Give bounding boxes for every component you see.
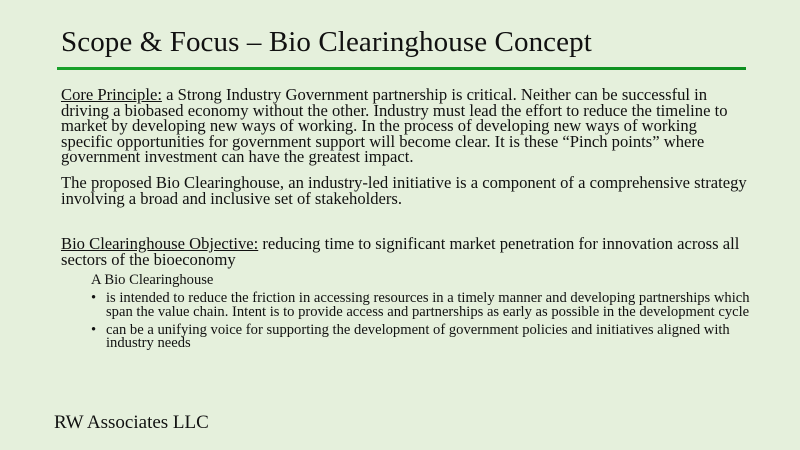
- bullet-item: [91, 292, 751, 319]
- bullet-icon: •: [91, 321, 97, 338]
- proposal-paragraph: The proposed Bio Clearinghouse, an industry-led initiative is a component of a comprehensive strategy involving a broad and inclusive set of stakeholders.: [61, 172, 747, 208]
- objective-paragraph: [61, 236, 751, 267]
- spacer: [61, 216, 751, 236]
- slide-body: [61, 87, 751, 356]
- bullet-item: [91, 321, 751, 352]
- bullet-text: is intended to reduce the friction in accessing resources in a timely manner and developing partnerships which span the value chain. Intent is to provide access and partnerships as early as possible in the development cycle: [106, 290, 750, 320]
- title-underline-rule: [57, 67, 746, 70]
- objective-text: reducing time to significant market penetration for innovation across all sectors of the bioeconomy: [61, 234, 740, 269]
- footer-company: RW Associates LLC: [54, 412, 209, 433]
- bullet-list: [61, 292, 751, 350]
- bullet-text: can be a unifying voice for supporting the development of government policies and initiatives aligned with industry needs: [106, 321, 730, 352]
- core-principle-paragraph: [61, 87, 751, 165]
- bullet-icon: •: [91, 290, 97, 307]
- core-principle-text: a Strong Industry Government partnership is critical. Neither can be successful in driving a biobased economy without the other. Industry must lead the effort to reduce the timeline to market by developing new ways of working. In the process of developing new ways of working specific opportunities for government support will become clear. It is these “Pinch points” where government investment can have the greatest impact.: [61, 85, 728, 167]
- bio-clearinghouse-subheading: A Bio Clearinghouse: [91, 272, 214, 289]
- slide-title: Scope & Focus – Bio Clearinghouse Concept: [61, 26, 592, 58]
- objective-label: Bio Clearinghouse Objective:: [61, 234, 259, 254]
- core-principle-label: Core Principle:: [61, 85, 162, 104]
